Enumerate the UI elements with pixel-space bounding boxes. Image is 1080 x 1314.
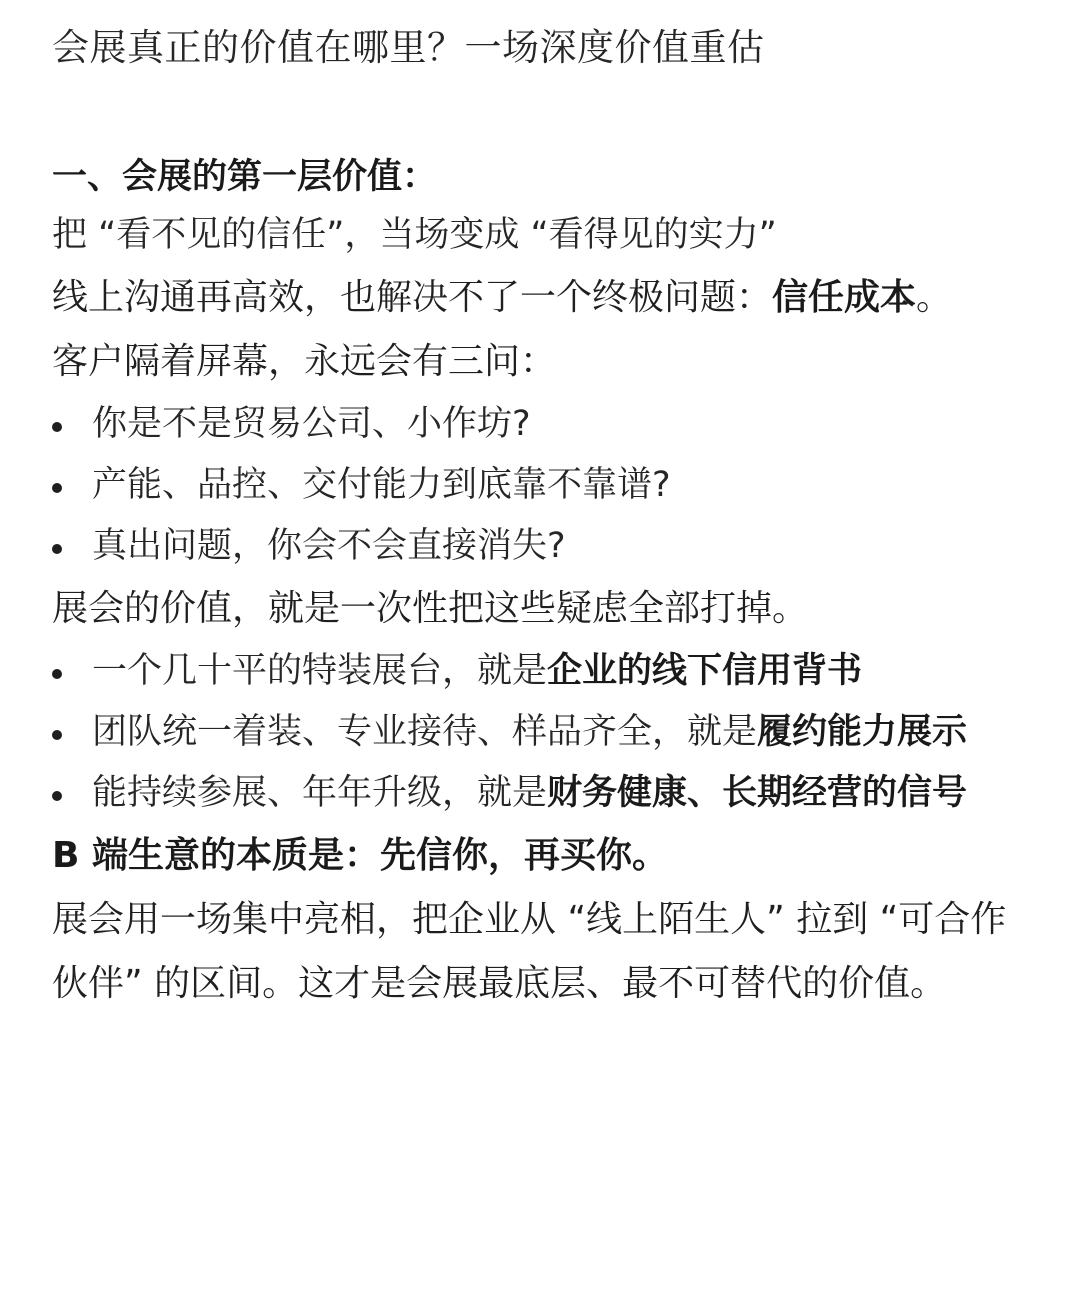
list-item — [12, 763, 1040, 824]
bullet-icon — [52, 730, 62, 740]
bullet-icon — [52, 791, 62, 801]
intro-bold-term: 信任成本 — [772, 277, 917, 318]
point-bold: 履约能力展示 — [757, 712, 968, 752]
bullet-icon — [52, 544, 62, 554]
bullet-icon — [52, 422, 62, 432]
conclusion-paragraph: 展会用一场集中亮相，把企业从 “线上陌生人” 拉到 “可合作伙伴” 的区间。这才是会展最底层、最不可替代的价值。 — [52, 899, 1007, 1004]
question-text: 你是不是贸易公司、小作坊? — [92, 404, 531, 444]
essence-statement: B 端生意的本质是：先信你，再买你。 — [52, 835, 668, 876]
questions-list — [52, 394, 1040, 577]
list-item — [12, 394, 1040, 455]
value-statement: 展会的价值，就是一次性把这些疑虑全部打掉。 — [52, 588, 809, 629]
section-subheading: 把 “看不见的信任”，当场变成 “看得见的实力” — [52, 215, 777, 255]
point-prefix: 团队统一着装、专业接待、样品齐全，就是 — [92, 712, 758, 752]
section-heading: 一、会展的第一层价值： — [52, 157, 438, 197]
point-prefix: 一个几十平的特装展台，就是 — [92, 651, 548, 691]
article-title: 会展真正的价值在哪里？一场深度价值重估 — [52, 26, 765, 69]
bullet-icon — [52, 669, 62, 679]
intro-paragraph — [52, 266, 1040, 330]
list-item — [12, 516, 1040, 577]
points-list — [52, 641, 1040, 824]
point-prefix: 能持续参展、年年升级，就是 — [92, 773, 548, 813]
list-item — [12, 641, 1040, 702]
bullet-icon — [52, 483, 62, 493]
list-item — [12, 702, 1040, 763]
point-bold: 企业的线下信用背书 — [547, 651, 863, 691]
intro-end: 。 — [916, 277, 953, 318]
article-body — [52, 150, 1040, 1016]
question-text: 真出问题，你会不会直接消失? — [92, 526, 566, 566]
list-item — [12, 455, 1040, 516]
question-intro: 客户隔着屏幕，永远会有三问： — [52, 341, 557, 382]
question-text: 产能、品控、交付能力到底靠不靠谱? — [92, 465, 671, 505]
intro-text: 线上沟通再高效，也解决不了一个终极问题： — [52, 277, 773, 318]
point-bold: 财务健康、长期经营的信号 — [547, 773, 968, 813]
